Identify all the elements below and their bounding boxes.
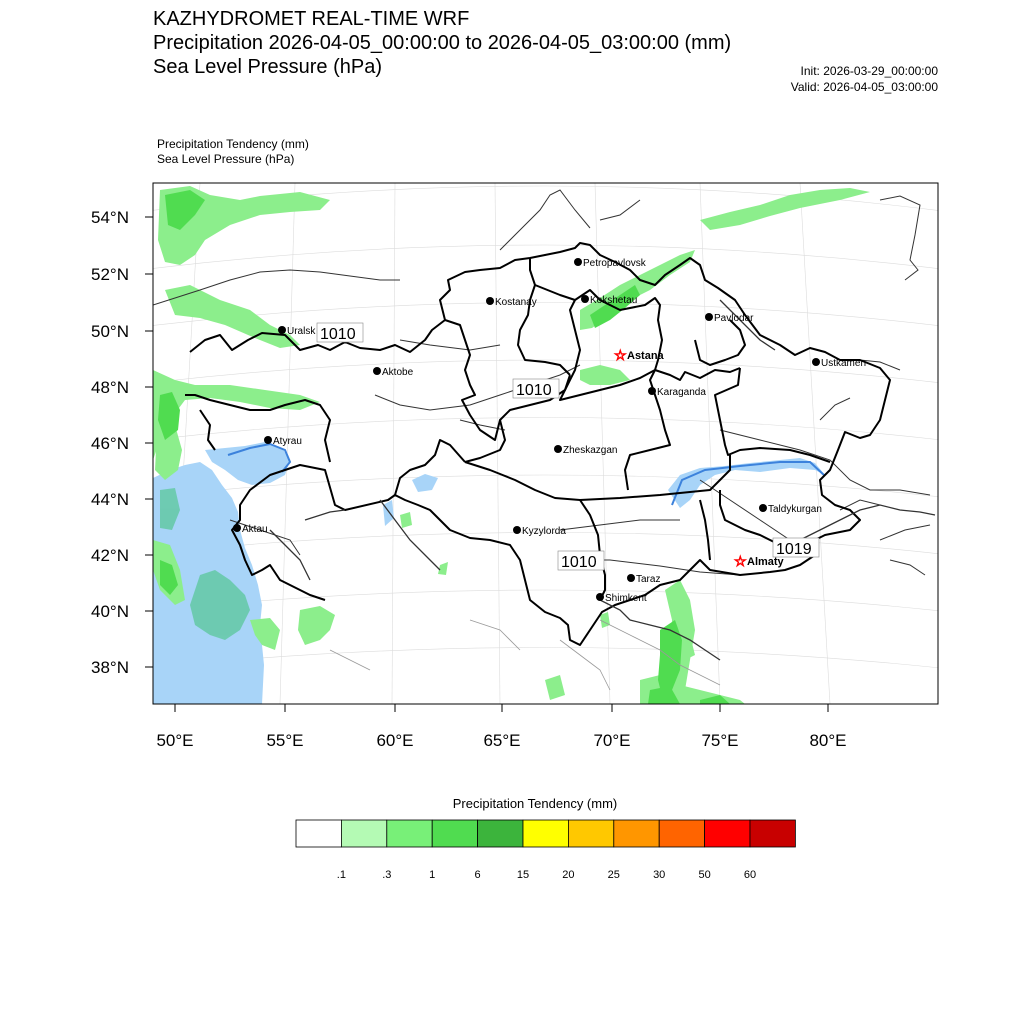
panel-label-precip: Precipitation Tendency (mm) xyxy=(157,137,309,151)
city-dot xyxy=(581,295,589,303)
city-label: Karaganda xyxy=(657,387,706,398)
lat-label: 54°N xyxy=(91,208,129,227)
init-time: Init: 2026-03-29_00:00:00 xyxy=(800,64,938,78)
map-subtitle-pressure: Sea Level Pressure (hPa) xyxy=(153,56,383,78)
city-dot xyxy=(554,445,562,453)
city-dot xyxy=(264,436,272,444)
city-dot xyxy=(759,504,767,512)
legend-swatch xyxy=(296,820,341,847)
legend-tick-label: .3 xyxy=(382,869,392,881)
legend-swatch xyxy=(432,820,477,847)
legend-tick-label: 6 xyxy=(474,869,481,881)
legend-tick-label: 50 xyxy=(698,869,711,881)
lat-label: 48°N xyxy=(91,378,129,397)
aral-sea-west xyxy=(383,500,394,526)
lat-label: 40°N xyxy=(91,602,129,621)
legend-tick-label: 60 xyxy=(743,869,757,881)
lon-label: 75°E xyxy=(701,731,739,750)
legend-swatch xyxy=(750,820,795,847)
city-label: Ustkamen xyxy=(821,358,867,369)
legend-tick-label: .1 xyxy=(336,869,346,881)
legend-title: Precipitation Tendency (mm) xyxy=(452,796,618,811)
city-dot xyxy=(596,593,604,601)
map-area xyxy=(140,183,950,704)
lon-label: 55°E xyxy=(266,731,304,750)
city-label: Pavlodar xyxy=(714,313,754,324)
legend-swatch xyxy=(659,820,704,847)
legend-tick-label: 25 xyxy=(607,869,620,881)
city-label: Kokshetau xyxy=(590,295,638,306)
city-dot xyxy=(278,326,286,334)
legend-tick-label: 30 xyxy=(653,869,666,881)
city-label: Aktau xyxy=(242,524,268,535)
city-label: Uralsk xyxy=(287,326,316,337)
legend-swatch xyxy=(478,820,523,847)
isobar-label: 1019 xyxy=(776,541,812,558)
lat-label: 52°N xyxy=(91,265,129,284)
lat-labels xyxy=(91,208,129,677)
legend-tick-label: 20 xyxy=(562,869,575,881)
city-label: Kostanay xyxy=(495,297,537,308)
legend-tick-label: 15 xyxy=(516,869,530,881)
panel-label-slp: Sea Level Pressure (hPa) xyxy=(157,152,295,166)
legend-swatch xyxy=(387,820,432,847)
city-label: Zheskazgan xyxy=(563,445,618,456)
city-dot xyxy=(627,574,635,582)
city-label: Shimkent xyxy=(605,593,647,604)
city-dot xyxy=(513,526,521,534)
city-label: Aktobe xyxy=(382,367,414,378)
city-label: Almaty xyxy=(747,556,784,568)
isobar-label: 1010 xyxy=(320,326,356,343)
isobar-label: 1010 xyxy=(516,382,552,399)
legend-swatch xyxy=(614,820,659,847)
lat-label: 44°N xyxy=(91,490,129,509)
legend-swatch xyxy=(523,820,568,847)
lon-label: 80°E xyxy=(809,731,847,750)
lat-label: 42°N xyxy=(91,546,129,565)
capital-star-icon: ☆ xyxy=(734,553,747,569)
map-subtitle: Precipitation 2026-04-05_00:00:00 to 2026-04-05_03:00:00 (mm) xyxy=(153,32,732,54)
lat-label: 38°N xyxy=(91,658,129,677)
city-dot xyxy=(812,358,820,366)
city-dot xyxy=(705,313,713,321)
city-dot xyxy=(486,297,494,305)
city-dot xyxy=(373,367,381,375)
legend-swatch xyxy=(341,820,386,847)
city-label: Taraz xyxy=(636,574,661,585)
lat-label: 46°N xyxy=(91,434,129,453)
lat-label: 50°N xyxy=(91,322,129,341)
lon-label: 65°E xyxy=(483,731,521,750)
city-label: Astana xyxy=(627,350,664,362)
lon-label: 50°E xyxy=(156,731,194,750)
legend xyxy=(296,820,795,881)
city-dot xyxy=(233,524,241,532)
legend-tick-label: 1 xyxy=(429,869,436,881)
city-label: Taldykurgan xyxy=(768,504,822,515)
valid-time: Valid: 2026-04-05_03:00:00 xyxy=(790,80,938,94)
city-dot xyxy=(574,258,582,266)
city-dot xyxy=(648,387,656,395)
neighbor-borders xyxy=(270,300,935,660)
lon-labels xyxy=(156,731,846,750)
legend-swatch xyxy=(705,820,750,847)
lon-label: 60°E xyxy=(376,731,414,750)
capital-star-icon: ☆ xyxy=(614,347,627,363)
city-label: Atyrau xyxy=(273,436,302,447)
city-label: Kyzylorda xyxy=(522,526,566,537)
isobar-label: 1010 xyxy=(561,554,597,571)
map-title: KAZHYDROMET REAL-TIME WRF xyxy=(153,8,470,30)
lon-label: 70°E xyxy=(593,731,631,750)
city-label: Petropavlovsk xyxy=(583,258,646,269)
legend-swatch xyxy=(568,820,613,847)
